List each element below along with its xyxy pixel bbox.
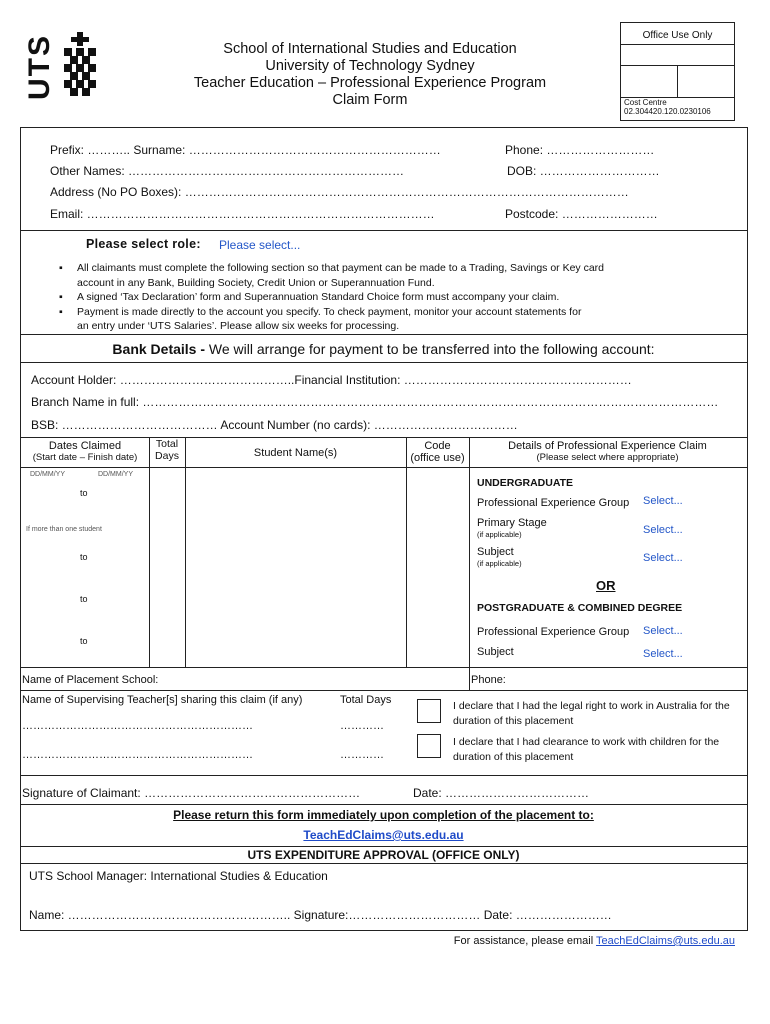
office-use-title: Office Use Only: [621, 23, 734, 45]
uts-logo-text: UTS: [23, 34, 56, 100]
undergrad-heading: UNDERGRADUATE: [477, 477, 574, 489]
primary-stage-select[interactable]: Select...: [643, 524, 683, 536]
total-days-label: Total Days: [340, 694, 392, 706]
branch-field[interactable]: Branch Name in full: ………………………………………………………………………………………………………………………………: [31, 395, 719, 409]
finish-date-placeholder[interactable]: DD/MM/YY: [98, 471, 133, 478]
instructions-list: [77, 261, 717, 334]
approval-heading: UTS EXPENDITURE APPROVAL (OFFICE ONLY): [247, 848, 520, 862]
pg-peg-select[interactable]: Select...: [643, 625, 683, 637]
col-code-sub: (office use): [410, 452, 465, 464]
header-program: Teacher Education – Professional Experience Program: [193, 75, 547, 91]
ug-subject-note: (if applicable): [477, 559, 522, 568]
col-dates-header: [20, 440, 150, 463]
bank-details-title: Bank Details -: [112, 341, 209, 357]
to-label-4: to: [80, 636, 88, 646]
role-label: Please select role:: [86, 237, 201, 251]
or-label: OR: [596, 578, 616, 593]
other-names-field[interactable]: Other Names: ……………………………………………………………: [50, 164, 405, 178]
header-title-block: [150, 41, 590, 109]
col-code-label: Code: [424, 440, 451, 452]
bullet-1-cont: account in any Bank, Building Society, Credit Union or Superannuation Fund.: [77, 276, 435, 289]
account-holder-field[interactable]: Account Holder: ……………………………………..Financial Institution: …………………………………………………: [31, 373, 632, 387]
working-with-children-checkbox[interactable]: [417, 734, 441, 758]
approval-name-signature-date[interactable]: Name: ……………………………………………….. Signature:…………………………… Date: ……………………: [29, 908, 612, 922]
bsb-account-field[interactable]: BSB: ………………………………… Account Number (no cards): ………………………………: [31, 418, 518, 432]
ug-peg-label: Professional Experience Group: [477, 497, 630, 509]
role-select[interactable]: Please select...: [219, 238, 301, 252]
assistance-email-link[interactable]: TeachEdClaims@uts.edu.au: [596, 935, 735, 947]
pg-subject-label: Subject: [477, 646, 514, 658]
bullet-3-cont: an entry under ‘UTS Salaries’. Please allow six weeks for processing.: [77, 320, 400, 332]
primary-stage-label: Primary Stage: [477, 517, 547, 529]
bullet-2: ▪ A signed ‘Tax Declaration’ form and Superannuation Standard Choice form must accompany your claim.: [77, 290, 717, 305]
placement-school-field[interactable]: Name of Placement School:: [22, 674, 159, 686]
uts-logo-emblem-icon: [62, 32, 102, 98]
ug-subject-select[interactable]: Select...: [643, 552, 683, 564]
bank-details-heading: [20, 341, 747, 357]
office-use-box: [620, 22, 735, 121]
col-details-header: [469, 440, 746, 463]
dob-field[interactable]: DOB: …………………………: [507, 164, 660, 178]
ug-subject-label: Subject: [477, 546, 514, 558]
cost-centre-value: 02.304420.120.0230106: [624, 107, 711, 116]
start-date-placeholder[interactable]: DD/MM/YY: [30, 471, 65, 478]
teacher-field-1[interactable]: ………………………………………………………: [22, 720, 253, 732]
col-total-header: [149, 438, 185, 462]
return-email-text[interactable]: TeachEdClaims@uts.edu.au: [303, 828, 464, 842]
email-field[interactable]: Email: ……………………………………………………………………………: [50, 207, 435, 221]
bullet-1: ▪ All claimants must complete the following section so that payment can be made to a Trading, Savings or Key card: [77, 261, 717, 276]
pg-subject-select[interactable]: Select...: [643, 648, 683, 660]
postgrad-heading: POSTGRADUATE & COMBINED DEGREE: [477, 602, 683, 614]
return-email-link[interactable]: [20, 828, 747, 842]
col-total-label: Total: [155, 438, 179, 450]
right-to-work-checkbox[interactable]: [417, 699, 441, 723]
bullet-3: ▪ Payment is made directly to the account you specify. To check payment, monitor your account statements for: [77, 305, 717, 320]
supervising-teacher-label: Name of Supervising Teacher[s] sharing this claim (if any): [22, 694, 303, 706]
to-label-3: to: [80, 594, 88, 604]
uts-logo: [22, 30, 102, 100]
return-instructions: Please return this form immediately upon completion of the placement to:: [173, 808, 594, 822]
days-field-1[interactable]: …………: [340, 720, 384, 732]
col-details-label: Details of Professional Experience Claim: [508, 440, 707, 452]
bank-details-subtitle: We will arrange for payment to be transferred into the following account:: [208, 341, 655, 357]
col-student-header: Student Name(s): [253, 447, 338, 459]
declare-right-to-work: I declare that I had the legal right to work in Australia for the duration of this placement: [453, 700, 730, 727]
days-field-2[interactable]: …………: [340, 749, 384, 761]
assistance-text: For assistance, please email: [453, 935, 597, 947]
assistance-footer: [454, 935, 735, 947]
address-field[interactable]: Address (No PO Boxes): …………………………………………………………………………………………………: [50, 185, 629, 199]
postcode-field[interactable]: Postcode: ……………………: [505, 207, 658, 221]
col-total-sub: Days: [155, 450, 179, 462]
col-dates-label: Dates Claimed: [48, 440, 122, 452]
claimant-date-field[interactable]: Date: ………………………………: [413, 786, 590, 800]
pg-peg-label: Professional Experience Group: [477, 626, 630, 638]
phone-field[interactable]: Phone: ………………………: [505, 143, 655, 157]
col-details-sub: (Please select where appropriate): [536, 452, 679, 463]
if-more-note: If more than one student: [26, 526, 102, 533]
teacher-field-2[interactable]: ………………………………………………………: [22, 749, 253, 761]
declare-working-with-children: I declare that I had clearance to work with children for the duration of this placement: [453, 736, 720, 763]
to-label-2: to: [80, 552, 88, 562]
placement-phone-field[interactable]: Phone:: [471, 674, 506, 686]
col-code-header: [406, 440, 469, 464]
prefix-surname-field[interactable]: Prefix: ……….. Surname: ………………………………………………………: [50, 143, 441, 157]
school-manager-label: UTS School Manager: International Studies & Education: [29, 869, 328, 883]
header-form-title: Claim Form: [332, 92, 408, 108]
cost-centre-label: Cost Centre: [624, 98, 667, 107]
to-label-1: to: [80, 488, 88, 498]
col-dates-sub: (Start date – Finish date): [32, 452, 138, 463]
header-school: School of International Studies and Education: [223, 41, 517, 57]
header-university: University of Technology Sydney: [265, 58, 475, 74]
claimant-signature-field[interactable]: Signature of Claimant: ………………………………………………: [22, 786, 361, 800]
ug-peg-select[interactable]: Select...: [643, 495, 683, 507]
primary-stage-note: (if applicable): [477, 530, 522, 539]
